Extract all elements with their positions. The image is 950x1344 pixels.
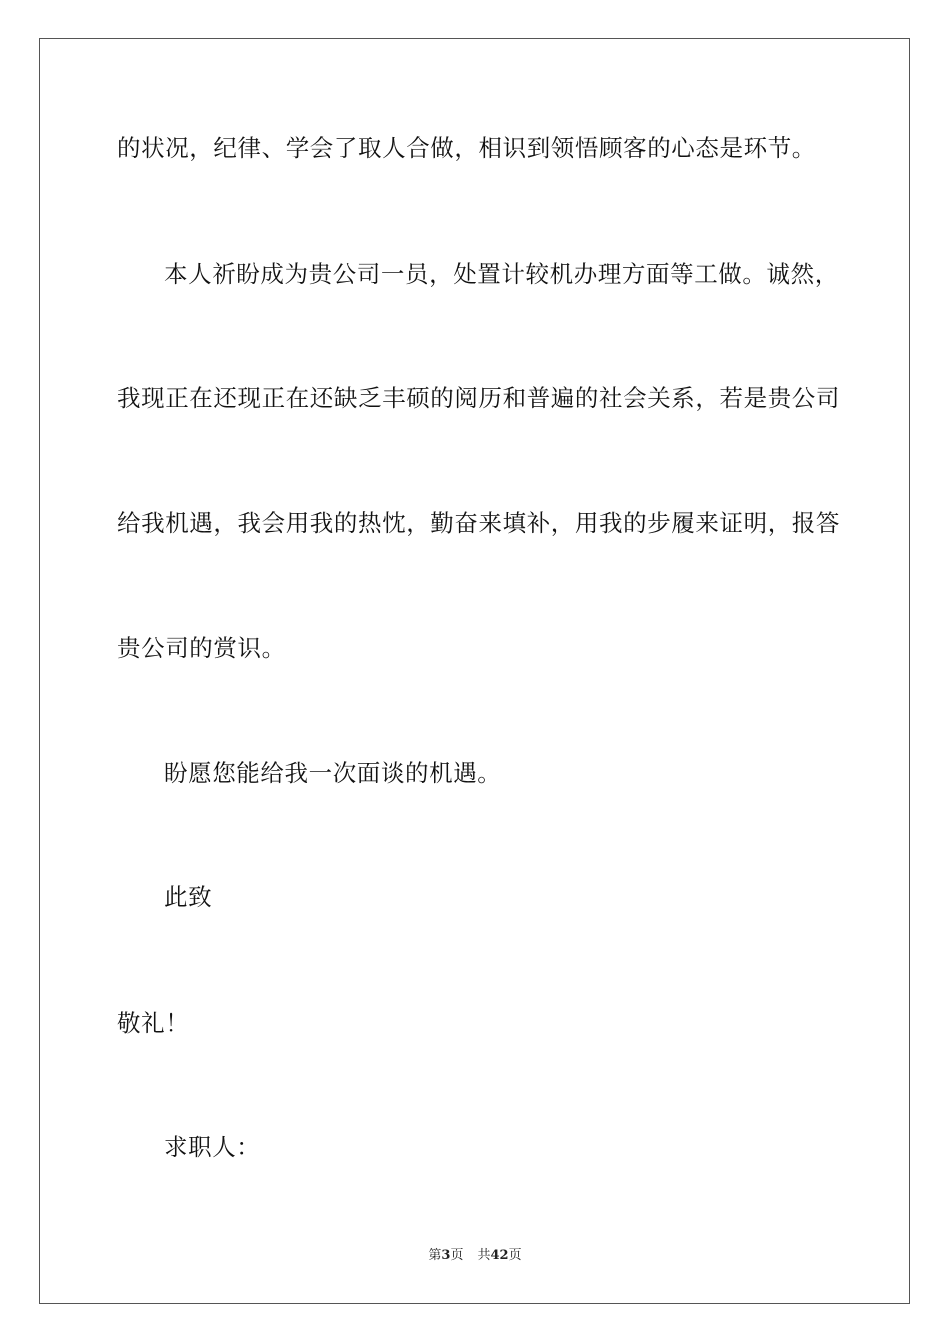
applicant-signature-label: 求职人： (164, 1133, 261, 1161)
page-suffix: 页 (450, 1248, 464, 1263)
page-footer (0, 1247, 950, 1265)
total-suffix: 页 (508, 1248, 522, 1263)
letter-line-3: 我现正在还现正在还缺乏丰硕的阅历和普遍的社会关系，若是贵公司 (117, 384, 840, 412)
salutation-cizhi: 此致 (164, 883, 213, 911)
total-pages: 42 (490, 1248, 509, 1263)
total-prefix: 共 (477, 1248, 491, 1263)
page-border (39, 38, 910, 1304)
page-number: 3 (441, 1248, 451, 1263)
page-prefix: 第 (428, 1248, 442, 1263)
salutation-jingli: 敬礼！ (117, 1009, 190, 1037)
letter-line-5: 贵公司的赏识。 (117, 634, 286, 662)
letter-line-4: 给我机遇，我会用我的热忱，勤奋来填补，用我的步履来证明，报答 (117, 509, 840, 537)
letter-line-2: 本人祈盼成为贵公司一员，处置计较机办理方面等工做。诚然， (164, 260, 839, 288)
letter-line-6: 盼愿您能给我一次面谈的机遇。 (164, 759, 502, 787)
letter-line-1: 的状况，纪律、学会了取人合做，相识到领悟顾客的心态是环节。 (117, 134, 816, 162)
